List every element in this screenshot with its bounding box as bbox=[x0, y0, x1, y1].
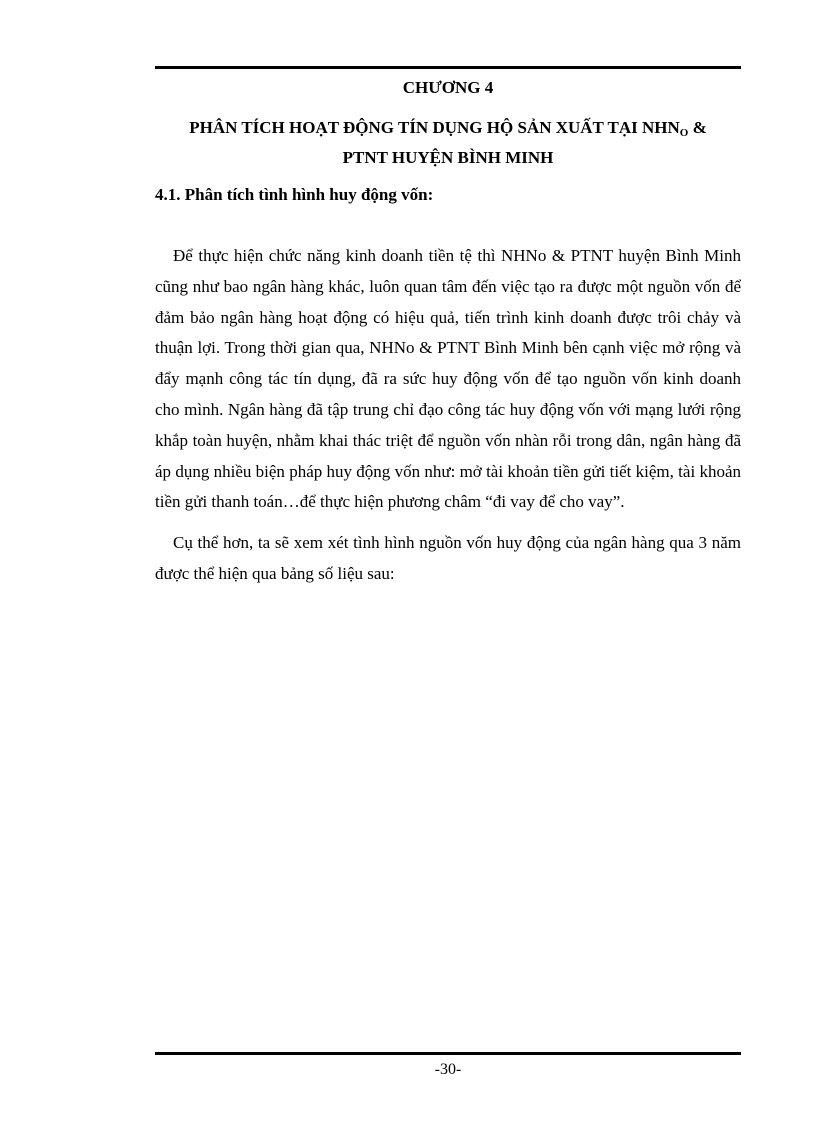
chapter-title-subscript: O bbox=[679, 127, 689, 139]
header-rule bbox=[155, 66, 741, 69]
body-paragraph-2: Cụ thể hơn, ta sẽ xem xét tình hình nguồn vốn huy động của ngân hàng qua 3 năm được thể hiện qua bảng số liệu sau: bbox=[155, 533, 741, 583]
chapter-title-line1-text: PHÂN TÍCH HOẠT ĐỘNG TÍN DỤNG HỘ SẢN XUẤT TẠI NHN bbox=[189, 118, 680, 137]
chapter-title-line2: PTNT HUYỆN BÌNH MINH bbox=[342, 148, 554, 167]
body-paragraph-1: Để thực hiện chức năng kinh doanh tiền tệ thì NHNo & PTNT huyện Bình Minh cũng như bao ngân hàng khác, luôn quan tâm đến việc tạo ra được một nguồn vốn để đảm bảo ngân hàng hoạt động có hiệu quả, tiến trình kinh doanh được trôi chảy và thuận lợi. Trong thời gian qua, NHNo & PTNT Bình Minh bên cạnh việc mở rộng và đẩy mạnh công tác tín dụng, đã ra sức huy động vốn để tạo nguồn vốn kinh doanh cho mình. Ngân hàng đã tập trung chỉ đạo công tác huy động vốn với mạng lưới rộng khắp toàn huyện, nhằm khai thác triệt để nguồn vốn nhàn rỗi trong dân, ngân hàng đã áp dụng nhiều biện pháp huy động vốn như: mở tài khoản tiền gửi tiết kiệm, tài khoản tiền gửi thanh toán…để thực hiện phương châm “đi vay để cho vay”. bbox=[155, 246, 741, 512]
chapter-title bbox=[155, 113, 741, 173]
footer-rule bbox=[155, 1052, 741, 1055]
section-heading: 4.1. Phân tích tình hình huy động vốn: bbox=[155, 185, 434, 204]
chapter-title-line1-suffix: & bbox=[688, 118, 707, 137]
page-number: -30- bbox=[434, 1061, 462, 1078]
chapter-title-line1 bbox=[189, 118, 707, 137]
chapter-label: CHƯƠNG 4 bbox=[402, 78, 494, 97]
